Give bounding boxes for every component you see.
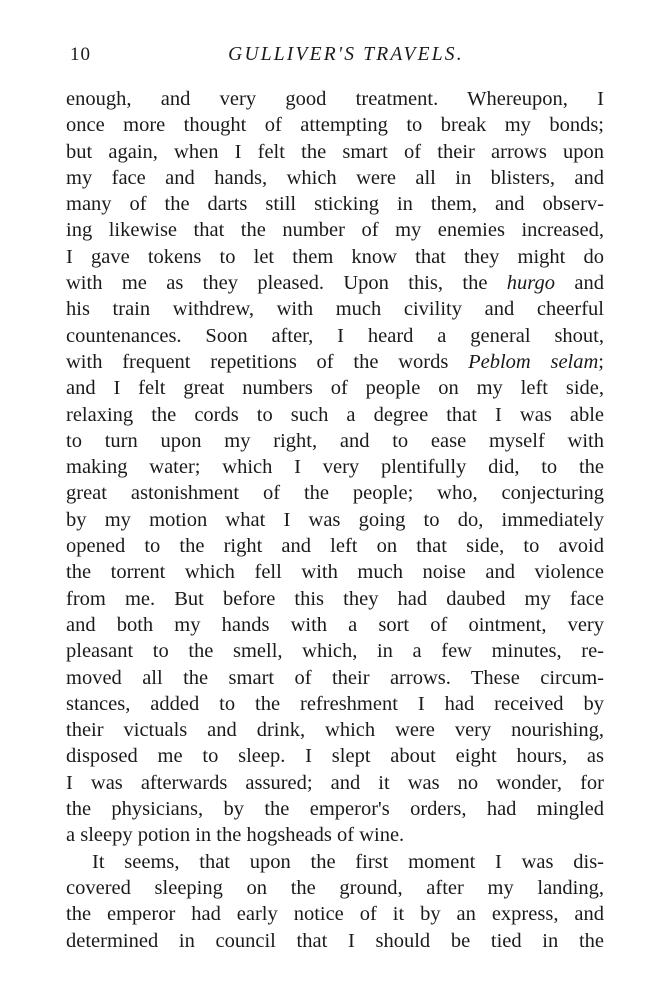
text-line: to turn upon my right, and to ease myself with <box>66 429 604 452</box>
text-line: making water; which I very plentifully did, to the <box>66 456 604 479</box>
text-line: great astonishment of the people; who, conjecturing <box>66 482 604 505</box>
text-line: his train withdrew, with much civility and cheerful <box>66 298 604 321</box>
text-line: the emperor had early notice of it by an express, and <box>66 903 604 926</box>
text-line: by my motion what I was going to do, immediately <box>66 508 604 531</box>
text-line: enough, and very good treatment. Whereupon, I <box>66 88 604 110</box>
text-line: moved all the smart of their arrows. These circum- <box>66 666 604 689</box>
text-line: I was afterwards assured; and it was no wonder, for <box>66 771 604 794</box>
text-line: ing likewise that the number of my enemies increased, <box>66 219 604 242</box>
text-line: the torrent which fell with much noise and violence <box>66 561 604 584</box>
text-line: the physicians, by the emperor's orders, had mingled <box>66 798 604 821</box>
page-number: 10 <box>70 44 91 65</box>
text-line: and both my hands with a sort of ointment, very <box>66 613 604 636</box>
text-line: pleasant to the smell, which, in a few minutes, re- <box>66 640 604 663</box>
text-line <box>66 349 604 375</box>
text-segment: and <box>555 272 604 295</box>
text-line: It seems, that upon the first moment I was dis- <box>92 850 604 873</box>
text-line: countenances. Soon after, I heard a general shout, <box>66 324 604 347</box>
text-line: a sleepy potion in the hogsheads of wine. <box>66 824 405 847</box>
text-segment: with me as they pleased. Upon this, the <box>66 272 507 295</box>
text-line: relaxing the cords to such a degree that I was able <box>66 403 604 426</box>
text-segment: with frequent repetitions of the words <box>66 350 469 373</box>
paragraph-1 <box>66 86 604 849</box>
text-line: opened to the right and left on that side, to avoid <box>66 535 604 558</box>
text-line: determined in council that I should be tied in the <box>66 929 604 952</box>
text-line: my face and hands, which were all in blisters, and <box>66 166 604 189</box>
text-line: once more thought of attempting to break my bonds; <box>66 114 604 137</box>
text-line: many of the darts still sticking in them, and observ- <box>66 193 604 216</box>
text-line: stances, added to the refreshment I had received by <box>66 692 604 715</box>
text-line <box>66 270 604 296</box>
page-header <box>66 44 606 74</box>
text-line: but again, when I felt the smart of their arrows upon <box>66 140 604 163</box>
italic-term-hurgo: hurgo <box>506 272 556 295</box>
body-text <box>66 86 604 954</box>
text-line: their victuals and drink, which were very nourishing, <box>66 719 604 742</box>
paragraph-2 <box>66 849 604 954</box>
text-segment: ; <box>598 350 604 373</box>
text-line: disposed me to sleep. I slept about eight hours, as <box>66 745 604 768</box>
text-line: covered sleeping on the ground, after my landing, <box>66 876 604 899</box>
text-line: I gave tokens to let them know that they might do <box>66 245 604 268</box>
running-head-title: GULLIVER'S TRAVELS. <box>228 44 464 65</box>
text-line: from me. But before this they had daubed my face <box>66 587 604 610</box>
italic-term-peblom-selam: Peblom selam <box>468 350 599 373</box>
text-line: and I felt great numbers of people on my left side, <box>66 377 604 400</box>
